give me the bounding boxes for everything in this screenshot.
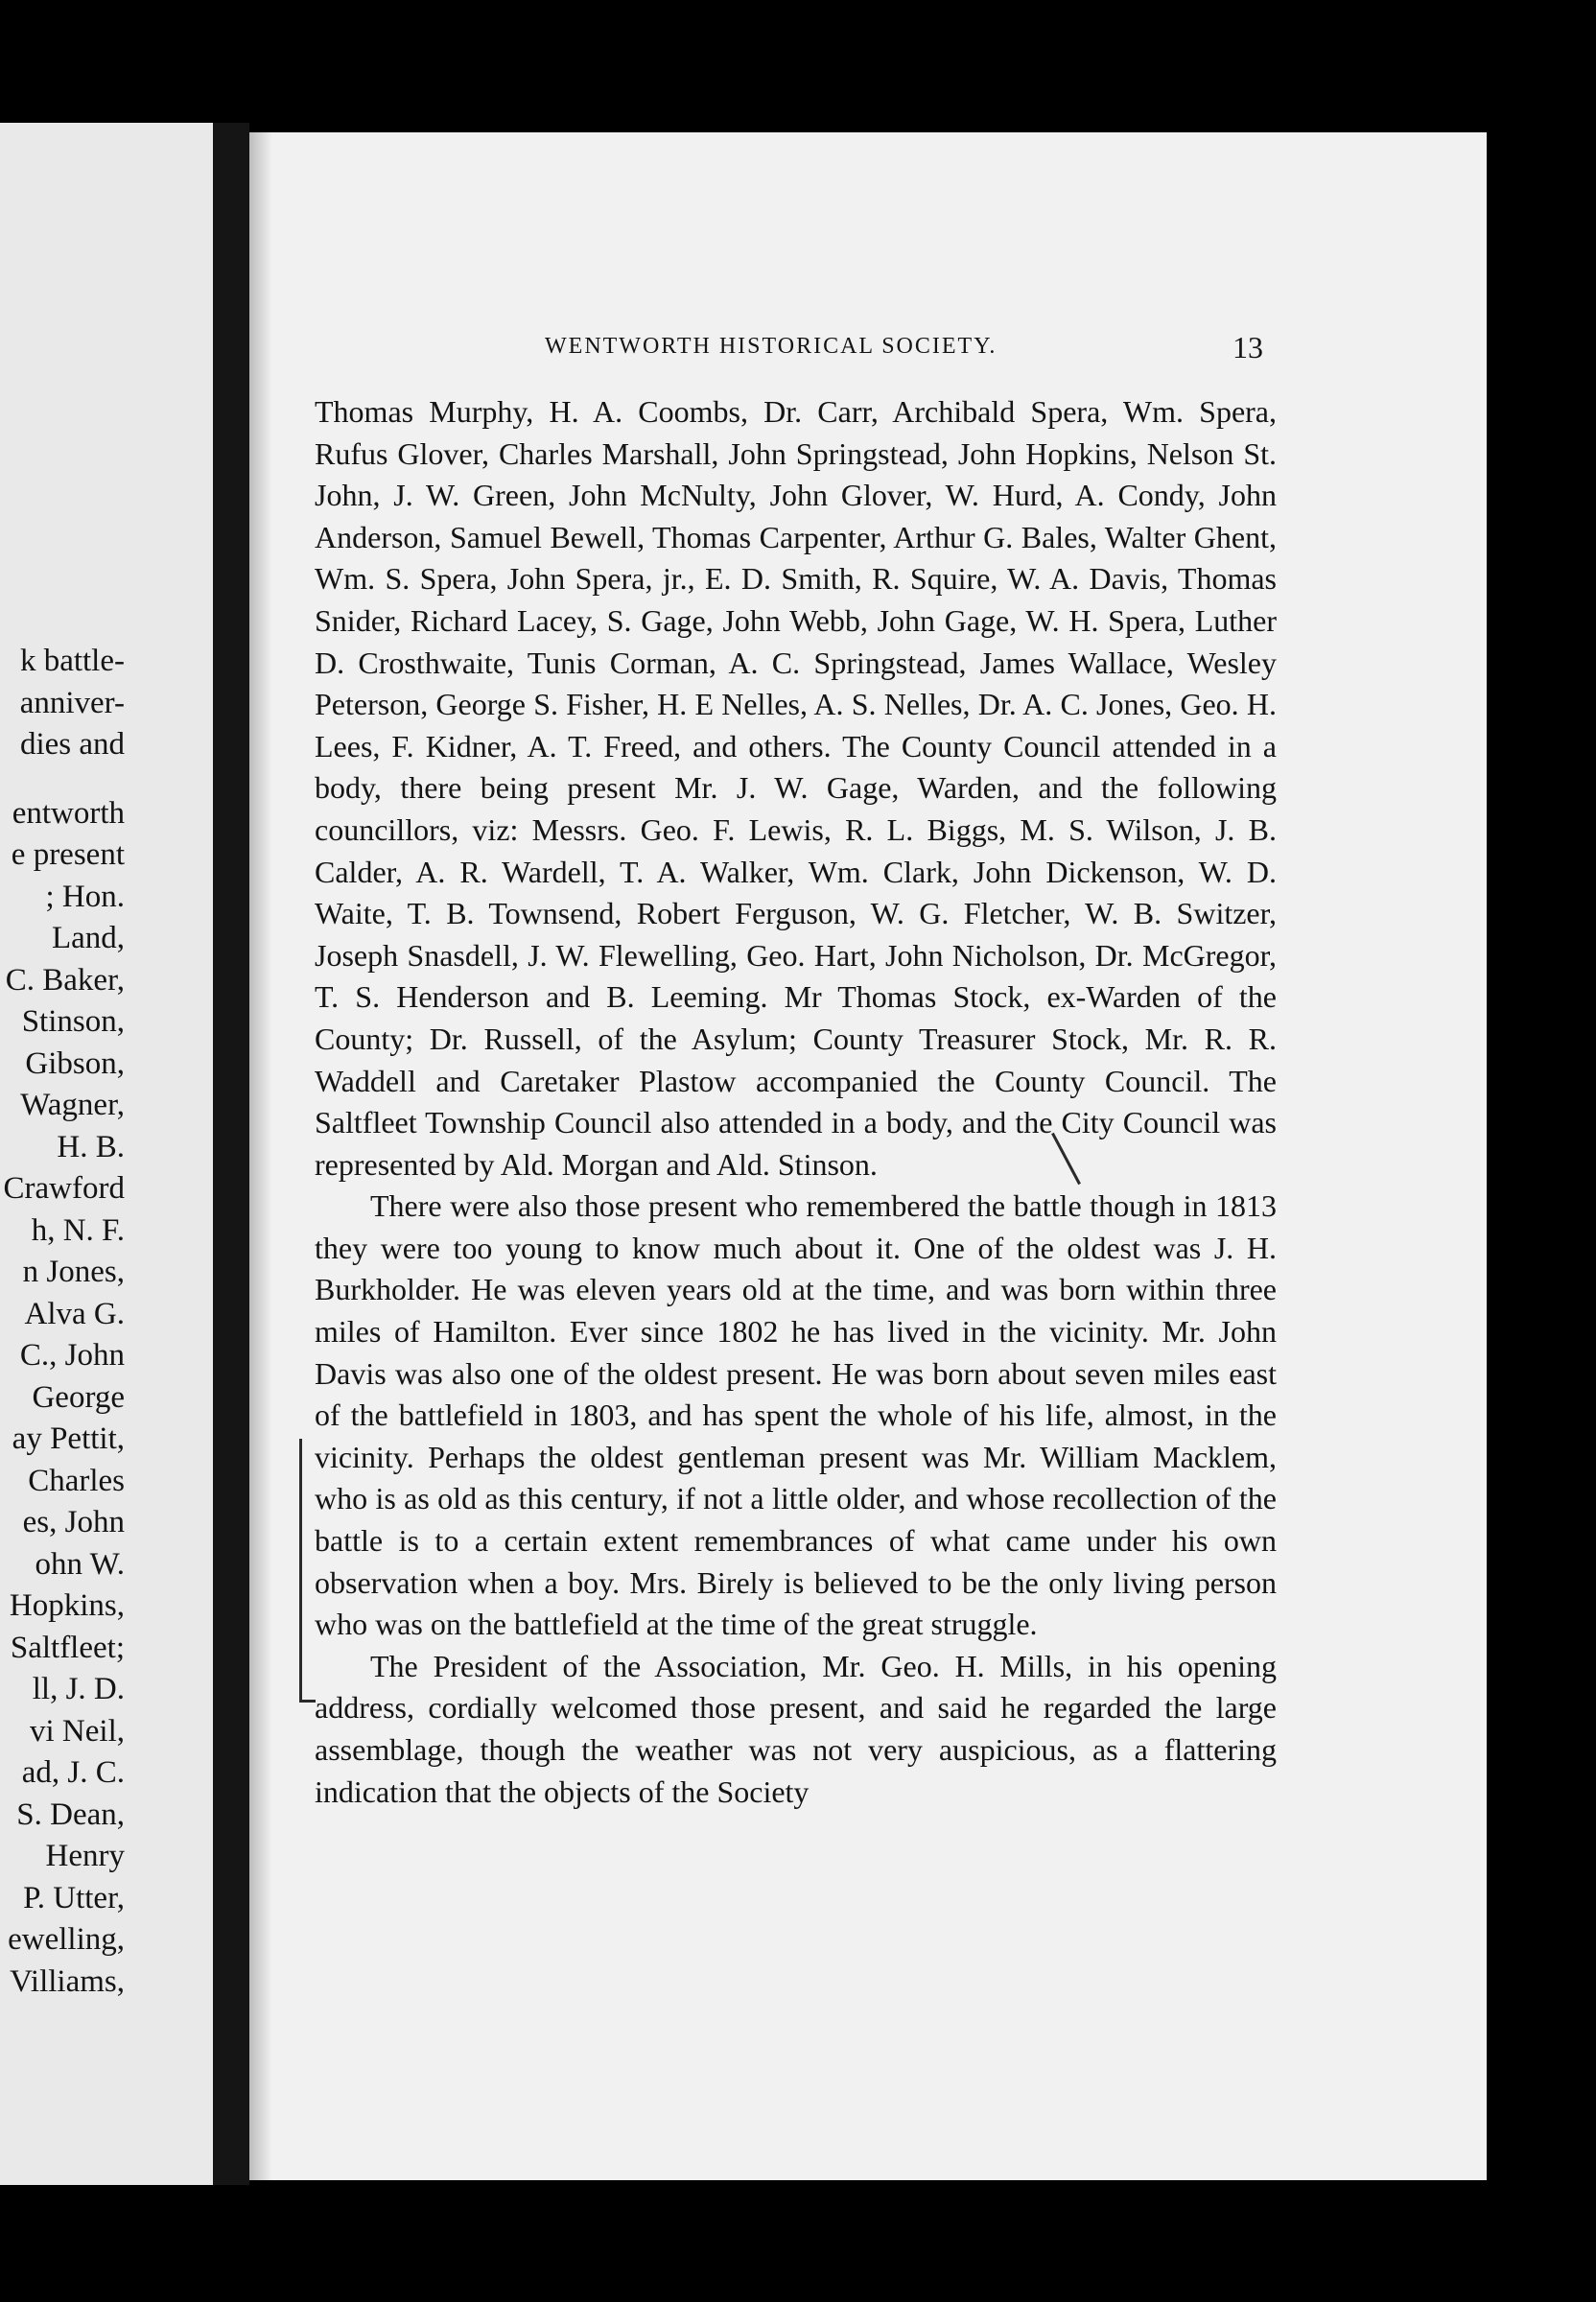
left-page-fragment: Stinson, [21, 1004, 125, 1039]
left-page-fragment: n Jones, [22, 1255, 125, 1289]
paragraph-oldest-present: There were also those present who remembered the battle though in 1813 they were too young to know much about it. One of the oldest was J. H. Burkholder. He was eleven years old at the time, and was born within three miles of Hamilton. Ever since 1802 he has lived in the vicinity. Mr. John Davis was also one of the oldest present. He was born about seven miles east of the battlefield in 1803, and has spent the whole of his life, almost, in the vicinity. Perhaps the oldest gentleman present was Mr. William Macklem, who is as old as this century, if not a little older, and whose recollection of the battle is to a certain extent remembrances of what came under his own observation when a boy. Mrs. Birely is believed to be the only living person who was on the battlefield at the time of the great struggle. [315, 1188, 1277, 1642]
left-page-fragment: Villiams, [10, 1963, 125, 1999]
left-page-fragment: Saltfleet; [10, 1630, 125, 1665]
paragraph-president-address: The President of the Association, Mr. Geo. H. Mills, in his opening address, cordially welcomed those present, and said he regarded the large assemblage, though the weather was not very auspicious, as a flattering indication that the objects of the Society [315, 1648, 1277, 1809]
margin-bracket-mark [299, 1439, 316, 1703]
left-page-fragment: ll, J. D. [32, 1672, 125, 1706]
left-page-fragment: es, John [22, 1505, 125, 1539]
left-page [0, 123, 213, 2185]
book-gutter [213, 123, 249, 2185]
left-page-fragment: ; Hon. [45, 879, 125, 914]
page-edge-shadow [249, 132, 272, 2180]
left-page-fragment: h, N. F. [31, 1212, 125, 1248]
left-page-fragment: entworth [12, 795, 125, 831]
left-page-fragment: Charles [28, 1463, 125, 1498]
left-page-fragment: Wagner, [20, 1088, 125, 1122]
running-head [249, 330, 1487, 372]
left-page-fragment: Crawford [3, 1171, 125, 1206]
paragraph-attendees: Thomas Murphy, H. A. Coombs, Dr. Carr, Archibald Spera, Wm. Spera, Rufus Glover, Charles Marshall, John Springstead, John Hopkins, Nelson St. John, J. W. Green, John McNulty, John Glover, W. Hurd, A. Condy, John Anderson, Samuel Bewell, Thomas Carpenter, Arthur G. Bales, Walter Ghent, Wm. S. Spera, John Spera, jr., E. D. Smith, R. Squire, W. A. Davis, Thomas Snider, Richard Lacey, S. Gage, John Webb, John Gage, W. H. Spera, Luther D. Crosthwaite, Tunis Corman, A. C. Springstead, James Wallace, Wesley Peterson, George S. Fisher, H. E Nelles, A. S. Nelles, Dr. A. C. Jones, Geo. H. Lees, F. Kidner, A. T. Freed, and others. The County Council attended in a body, there being present Mr. J. W. Gage, Warden, and the following councillors, viz: Messrs. Geo. F. Lewis, R. L. Biggs, M. S. Wilson, J. B. Calder, A. R. Wardell, T. A. Walker, Wm. Clark, John Dickenson, W. D. Waite, T. B. Townsend, Robert Ferguson, W. G. Fletcher, W. B. Switzer, Joseph Snasdell, J. W. Flewelling, Geo. Hart, John Nicholson, Dr. McGregor, T. S. Henderson and B. Leeming. Mr Thomas Stock, ex-Warden of the County; Dr. Russell, of the Asylum; County Treasurer Stock, Mr. R. R. Waddell and Caretaker Plastow accompanied the County Council. The Saltfleet Township Council also attended in a body, and the City Council was represented by Ald. Morgan and Ald. Stinson. [315, 394, 1277, 1182]
left-page-fragment: George [32, 1379, 125, 1415]
left-page-text-fragments [4, 641, 125, 2003]
left-page-fragment: e present [11, 837, 125, 872]
page-number: 13 [1232, 330, 1263, 364]
body-text [315, 391, 1277, 1813]
left-page-fragment: anniver- [19, 685, 125, 720]
left-page-fragment: P. Utter, [23, 1880, 125, 1915]
left-page-fragment: ohn W. [35, 1546, 125, 1582]
left-page-fragment: C. Baker, [5, 962, 125, 998]
left-page-fragment: S. Dean, [16, 1797, 125, 1832]
left-page-fragment: Alva G. [24, 1296, 125, 1331]
left-page-fragment: C., John [19, 1338, 125, 1373]
left-page-fragment: ewelling, [8, 1922, 125, 1957]
left-page-fragment: dies and [19, 727, 125, 762]
left-page-fragment: vi Neil, [30, 1713, 125, 1749]
left-page-fragment: ad, J. C. [21, 1755, 125, 1790]
left-page-fragment: k battle- [19, 644, 125, 678]
left-page-fragment [4, 766, 125, 793]
right-page [249, 132, 1487, 2180]
left-page-fragment: Gibson, [25, 1045, 125, 1081]
left-page-fragment: Henry [45, 1839, 125, 1873]
left-page-fragment: Land, [51, 921, 125, 955]
left-page-fragment: Hopkins, [9, 1588, 125, 1623]
running-head-title: WENTWORTH HISTORICAL SOCIETY. [545, 334, 998, 359]
left-page-fragment: ay Pettit, [12, 1421, 125, 1456]
left-page-fragment: H. B. [57, 1129, 125, 1164]
